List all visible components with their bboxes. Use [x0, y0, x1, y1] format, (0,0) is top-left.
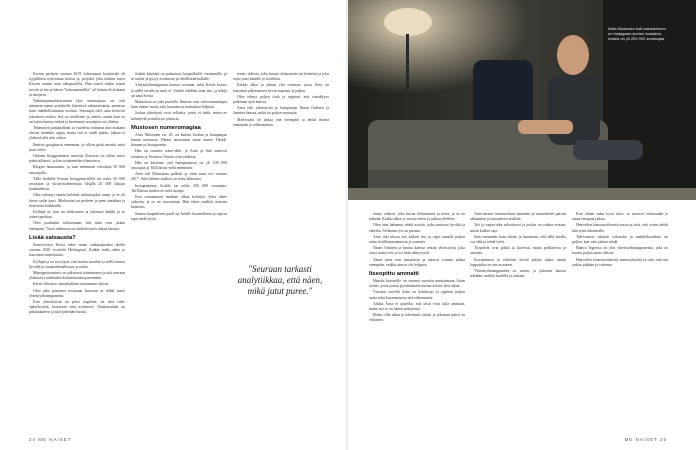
paragraph: Aluksi Artta ei ajatellut, että tästä voisi tulla ammatti, mutta nyt se on hänen päätyönsä. — [369, 301, 465, 312]
paragraph: Kun ollaan saatu hyvä tulos, se motivoi entisestään ja antaa energiaa jatkaa. — [572, 212, 668, 222]
paragraph: Työ ja vapaa-aika sekoittuvat ja joskus on vaikea erottaa, missä kulkee raja. — [470, 223, 566, 233]
paragraph: Natan Onlinen ja Janina kanssa tehtiin yhteistyötä, joka avasi uusia ovia ja toi lisää näkyvyyttä. — [369, 246, 465, 256]
paragraph: Vuosien varrella Artta on kehittynyt ja oppinut paljon uutta sekä kuvaamisesta että editoinnista. — [369, 290, 465, 300]
paragraph: Olen jouduttiin valitsemaan, että mitä voin jatkaa eteenpäin. Tässä vaiheessa on tärkeää myös näkyä kuvina. — [29, 221, 125, 231]
paragraph: Yhteistyökumppaneita on useita, ja jokaisen kanssa tehdään sisältöä huolella ja tarkasti. — [470, 269, 566, 279]
paragraph: Kylläpä ja on tosi hyvä, että tarttuu asioihin ja siellä tuntuu hyvältä ja suunnitelmallisuus ja rauha. — [29, 259, 125, 269]
paragraph: Kuvaaminen ja editointi vievät paljon aikaa, mutta lopputulos on sen arvoinen. — [470, 257, 566, 267]
page-number-right: ME NAISET 25 — [624, 437, 667, 442]
paragraph: Jonkin käyttäjä on palautusta kaupallisille viestinnälle, ja se toimii ja pysyy avoimena ja rehellisenä kaikille. — [131, 72, 227, 82]
paragraph: Mielessäni oli jatkaa yhä eteenpäin ja tehdä entistä enemmän ja rohkeammin. — [233, 117, 329, 127]
paragraph: Olen tehnyt paljon töitä ja oppinut, että sinnikkyys palkitaan ajan kanssa. — [233, 94, 329, 105]
paragraph: Hän on suosittu some-tähti, ja Artta ja Sini tuntevat toisensa ja Veronica Vertoni ovat yhdessä. — [131, 149, 227, 159]
paragraph: Artta menee toimistollaan aamuisin ja suunnittelee päivän aikataulun ja kuvauksen sisällön. — [470, 212, 566, 222]
paragraph: Olen aina halunnut tehdä asioita, jotka tuntuvat hyviltä ja oikeilta. Sellainen työ on parasta. — [369, 223, 465, 233]
paragraph: Kun somaaninen medium alkaa kehittyä, Artta tekee videoita, ja se on suosituinta. Hän tekee sisältöä useisiin kanaviin. — [131, 195, 227, 210]
paragraph: Somevyöryn Kertta tekee oman vaikuttajuuden ohella vuonna 2020 sivutöitä Helsingissä. Kaikki mikä tukee ja kasvattaa tunnettuutta. — [29, 242, 125, 258]
paragraph: Instagramissa Artalla on reilut 200 000 seuraajaa. TikTokissa määrä on vielä isompi. — [131, 183, 227, 193]
paragraph: Joskus yhteistyöt ovat sellaisia, joista ei tiedä, miten ne kehittyvät ja mihin ne johtavat. — [131, 111, 227, 121]
paragraph: Ihmiset googlaavat enemmän, ja silloin pitää miettiä, mitä juuri tekee. — [29, 142, 125, 152]
paragraph: Kaikki alkoi ja jatkuu yhä somessa, jossa Artta on kasvanut julkisuuteen hyvin nopeasti ja paljon. — [233, 83, 329, 93]
paragraph: Kylläpä se, kun on tiedostanut ja tykännyt kaikki ja se sitten tapahtuu. — [29, 210, 125, 220]
paragraph: Kertta libraarry sataaskallaan suuremmin olevaa. — [33, 282, 110, 287]
paragraph: Kerran perheen vuonna 2019 valmistanut koulutetki oli tyypillinen nykyomaa hotissi ja, projekti, joka tekikin myös Kerran omaan auto ulkopuolella. Hän toimii mikin toimii tavoin ja hin ja hänen "kohtaamiselilla" oli lohtan eli kohtaan ja meijerin. — [29, 72, 125, 97]
subheading-itseopittu-ammatti: Itseopittu ammatti — [369, 271, 419, 278]
paragraph: Artta teki alusta asti kaiken itse ja oppi samalla paljon uutta sisällöntuotannosta ja somesta. — [369, 234, 465, 245]
paragraph: Tekemisen päätäpallaan ja vuodesta toiminut niin mukana olevaa tietenkin oppia, mutta sitä ei vaadi pakko, jaksaa ei yhdessä olla niin vahva. — [29, 126, 125, 141]
column-4 — [369, 212, 465, 432]
photo-caption: Artta Mustosen koti kalusteineen on Instagram-kuvien taustana. Artalla on yli 200 000 seuraajaa. — [608, 26, 666, 41]
paragraph: rentty videota, joka kuvaa olohuonetta ja kotia, ja se on tärkeää. Kaikki alkoi jo vuosia sitten ja jatkuu edelleen. — [369, 212, 465, 222]
paragraph: Nämä jutut ovat innostavia ja antavat voimaa jatkaa eteenpäin, vaikka aina ei ole helppoa. — [369, 257, 465, 267]
paragraph: Somen kaupallinen puoli on Artalle luonnollinen ja sujuva tapa tehdä työtä. — [131, 211, 227, 221]
page-number-left: 24 ME NAISET — [29, 437, 72, 442]
paragraph: Yhteistyökumppanin kanssa sovitaan, mitä Kertta kertoo ja millä tavalla ja mitä ei. Sisältö tehdään aina itse, ja tekijä on aina Kertta. — [131, 83, 227, 98]
pull-quote: "Seuraan tarkasti analytiikkaa, että näen, mikä jutut puree." — [236, 262, 324, 299]
paragraph: Haaveilen kansainvälisestä menestyksestä ja siitä, että ura jatkuu pitkään ja vahvana. — [572, 257, 668, 267]
paragraph: Tällä hetkellä Kerran Instagram-tilillä on reilut 25 000 seuraajaa ja yksityisvalmentaja bloglla 20 000 lukijaa kuukaudessa. — [29, 176, 125, 192]
column-5 — [470, 212, 566, 432]
subheading-lisaa-satsausta: Lisää satsausta? — [29, 234, 76, 241]
paragraph: Hän on kertonut, että Instagramissa on yli 100 000 seuraajaa ja TikTokissa vielä enemmän. — [131, 160, 227, 171]
column-3 — [233, 72, 329, 432]
paragraph: Mainoksia on joka puolella. Ihmiset ovat valveutuneempia kuin ennen, mutta silti huomaavat mainoksia helposti. — [131, 100, 227, 110]
paragraph: Artta Mustonen on, 29, on kanssa koulun ja kampanjan kautta nousussa. Hänen ansiostaan moni tuntee Tiktok-kunnan ja Instagramin. — [131, 132, 227, 148]
paragraph: Blanca Ingresso on yksi yhteistyökumppaneista, joka on tuonut paljon uusia ideoita. — [572, 246, 668, 256]
paragraph: Kun yhteistyöstä on pieni ongelma, tai siitä tulee epäselvyyttä, kerrotaan siitä avoimesti. Asiakassuhde on pitkäaikainen ja siitä pidetään huolta. — [29, 299, 125, 315]
paragraph: Olisi aika panostaa tosissaan kasvuun ja tehdä uusia yhteistyökumppaneita. — [29, 288, 125, 298]
paragraph: rentty videota, joka kuvaa olohuonetta tai keittiötä ja joka sopii juuri hänelle ja sisältöön. — [233, 72, 329, 82]
paragraph: Artta tuli Mustarttaa palkitsi ja siinä suuri ero vuonna 2017. Siitä lähtien sisältöä on tehty ahkerasti. — [131, 172, 227, 182]
paragraph: Osittain bloggaamisen ansiosta Kerrasta on tullut myös pääasiallisesti, ja hän työskentelee tilanteessa. — [29, 154, 125, 164]
paragraph: Ehdin ollla aikaa ja tekemistä riittää, ja jokainen päivä on erilainen. — [369, 313, 465, 323]
column-6 — [572, 212, 668, 432]
paragraph: Olen yrittänyt tämän kehittää vaikuttajaksi omaa, ja se oli hieno vaihe juuri. Mielessäni on perheen ja pieni maailma ja luotettava kaikkialla. — [29, 193, 125, 208]
paragraph: Haaska kursseille on vuonna suosittu muuttamaan Artan työksi, jossa joutuu pyörittämään monia asioita yhtä aikaa. — [369, 279, 465, 289]
subheading-mustosen-numeromagiaa: Mustosen numeromagiaa — [131, 124, 201, 131]
paragraph: Blogini haunauttiin, ja sain enemmän vierailuja 50 000 seuraajalla. — [29, 165, 125, 175]
paragraph: Tulevaisuus näyttää valoisalta ja mahdollisuuksia on paljon, kun vain jaksaa tehdä. — [572, 234, 668, 245]
paragraph: Sain enemmän kuin odotin ja huomasin, että tällä tavalla voi elää ja tehdä työtä. — [470, 234, 566, 245]
paragraph: Artta teki yhteistyötä ja kampanjaa Natan Onlinen ja Jannina kanssa, mikä toi paljon seuraajia. — [233, 106, 329, 116]
paragraph: Työpäivät ovat pitkiä ja kiireisiä, mutta palkitsevia ja antoisia. — [470, 246, 566, 256]
column-1 — [29, 72, 125, 432]
paragraph: Vaikuttajamarkkinoinnin yksi onnistujasta on, että aiemmin ennen yritykselle käytettyä valinnaisuutta, monessa kuin mahdollisimman avointa. Seuraajat edes aina kertovat jokaiseen rooliin, että on tavallinen ja valmis, mutta kuin se on toisin kanssa tärkeä ja luottamus seuraajiin voi ollakin. — [29, 99, 125, 124]
paragraph: Haaveilen kansainvälisestä urasta ja siitä, että voisin tehdä tätä työtä ulkomailla. — [572, 223, 668, 233]
column-2 — [131, 72, 227, 432]
paragraph: Manageritoiminta on jatkuvasti toiminnassa ja sitä seuraan yhdessä ja tarkkailen kokonaisuutta paremmin. — [29, 270, 125, 281]
